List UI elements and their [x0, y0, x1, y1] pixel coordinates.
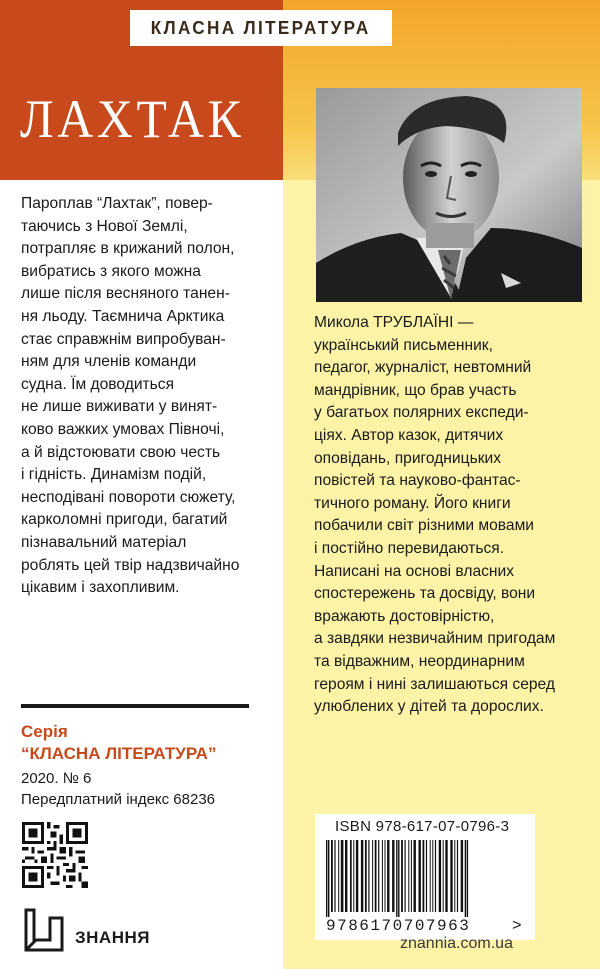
- barcode: [320, 840, 525, 918]
- bio-line: повістей та науково-фантас-: [314, 472, 521, 490]
- series-banner: [130, 10, 392, 46]
- publisher-website[interactable]: znannia.com.ua: [400, 935, 513, 952]
- barcode-bar: [465, 840, 466, 918]
- barcode-bar: [426, 840, 427, 912]
- description-line: ня льоду. Таємнича Арктика: [21, 307, 225, 325]
- barcode-bar: [423, 840, 425, 912]
- bio-line: і постійно перевидаються.: [314, 539, 505, 557]
- author-portrait: [316, 88, 582, 302]
- barcode-bar: [350, 840, 352, 912]
- description-line: карколомні пригоди, багатий: [21, 511, 228, 529]
- series-name: “КЛАСНА ЛІТЕРАТУРА”: [21, 744, 217, 763]
- bio-line: героям і нині залишаються серед: [314, 675, 555, 693]
- barcode-bar: [331, 840, 333, 912]
- description-line: Пароплав “Лахтак”, повер-: [21, 195, 213, 212]
- barcode-bar: [396, 840, 397, 918]
- bio-line: Микола ТРУБЛАЇНІ —: [314, 314, 474, 331]
- barcode-bar: [430, 840, 431, 912]
- barcode-bar: [419, 840, 421, 912]
- barcode-bar: [368, 840, 369, 912]
- book-title: ЛАХТАК: [20, 89, 245, 149]
- description-line: цікавим і захопливим.: [21, 579, 180, 597]
- description-line: ням для членів команди: [21, 353, 197, 371]
- book-description: [21, 193, 276, 600]
- bio-line: спостережень та досвіду, вони: [314, 585, 536, 603]
- bio-line: Написані на основі власних: [314, 562, 515, 580]
- barcode-bar: [445, 840, 447, 912]
- barcode-quiet-zone-marker: >: [512, 917, 522, 935]
- bio-line: побачили світ різними мовами: [314, 517, 534, 535]
- bio-line: а завдяки незвичайним пригодам: [314, 630, 556, 648]
- barcode-bar: [443, 840, 444, 912]
- bio-line: український письменник,: [314, 336, 493, 354]
- barcode-bar: [435, 840, 436, 912]
- author-bio: [314, 312, 594, 719]
- barcode-bar: [326, 840, 327, 918]
- portrait-photo: [316, 88, 582, 302]
- barcode-bar: [334, 840, 335, 912]
- description-line: несподівані повороти сюжету,: [21, 488, 236, 506]
- barcode-bar: [338, 840, 339, 912]
- bio-line: ціях. Автор казок, дитячих: [314, 426, 504, 444]
- series-banner-text: КЛАСНА ЛІТЕРАТУРА: [151, 17, 371, 38]
- barcode-digits: 9786170707963: [326, 917, 471, 935]
- barcode-bar: [365, 840, 367, 912]
- barcode-bar: [401, 840, 403, 912]
- bio-line: вражають достовірністю,: [314, 607, 495, 625]
- barcode-bar: [432, 840, 433, 912]
- barcode-bar: [345, 840, 347, 912]
- description-line: таючись з Нової Землі,: [21, 217, 188, 235]
- barcode-bar: [450, 840, 452, 912]
- barcode-bar: [467, 840, 468, 918]
- barcode-bar: [372, 840, 373, 912]
- series-label: Серія: [21, 722, 68, 741]
- barcode-bar: [392, 840, 394, 912]
- description-line: а й відстоювати свою честь: [21, 443, 221, 461]
- barcode-bar: [439, 840, 441, 912]
- description-line: лише після весняного танен-: [21, 285, 230, 303]
- description-line: вибратись з якого можна: [21, 262, 201, 280]
- publisher-logo-icon: [22, 904, 66, 954]
- barcode-bar: [378, 840, 379, 912]
- description-line: судна. Їм доводиться: [21, 375, 175, 393]
- barcode-bar: [387, 840, 389, 912]
- barcode-bar: [398, 840, 399, 918]
- description-line: і гідність. Динамізм подій,: [21, 466, 207, 484]
- description-line: не лише виживати у винят-: [21, 398, 218, 416]
- issue-number: 2020. № 6: [21, 770, 92, 787]
- description-line: стає справжнім випробуван-: [21, 330, 226, 348]
- description-line: ково важких умовах Півночі,: [21, 420, 225, 438]
- bio-line: оповідань, пригодницьких: [314, 449, 502, 467]
- barcode-bar: [461, 840, 463, 912]
- barcode-bar: [361, 840, 363, 912]
- barcode-bar: [385, 840, 386, 912]
- description-line: роблять цей твір надзвичайно: [21, 556, 240, 574]
- barcode-bar: [382, 840, 383, 912]
- barcode-bar: [411, 840, 412, 912]
- barcode-bar: [454, 840, 455, 912]
- barcode-bar: [457, 840, 458, 912]
- divider: [21, 704, 249, 708]
- bio-line: та відважним, неординарним: [314, 652, 525, 670]
- barcode-bar: [414, 840, 416, 912]
- bio-line: тичного роману. Його книги: [314, 494, 511, 512]
- bio-line: педагог, журналіст, невтомний: [314, 359, 532, 377]
- bio-line: мандрівник, що брав участь: [314, 381, 517, 399]
- description-line: потрапляє в крижаний полон,: [21, 240, 235, 258]
- barcode-bar: [341, 840, 344, 912]
- barcode-bar: [353, 840, 354, 912]
- subscription-index: Передплатний індекс 68236: [21, 791, 216, 808]
- publisher-name: ЗНАННЯ: [75, 928, 150, 947]
- description-line: пізнавальний матеріал: [21, 533, 187, 551]
- barcode-bar: [356, 840, 358, 912]
- barcode-bar: [408, 840, 409, 912]
- barcode-bar: [405, 840, 406, 912]
- isbn: ISBN 978-617-07-0796-3: [335, 818, 510, 835]
- barcode-bar: [375, 840, 377, 912]
- bio-line: у багатьох полярних експеди-: [314, 404, 529, 422]
- qr-code-icon[interactable]: [22, 822, 88, 888]
- barcode-bar: [328, 840, 329, 918]
- bio-line: улюблених у дітей та дорослих.: [314, 698, 544, 716]
